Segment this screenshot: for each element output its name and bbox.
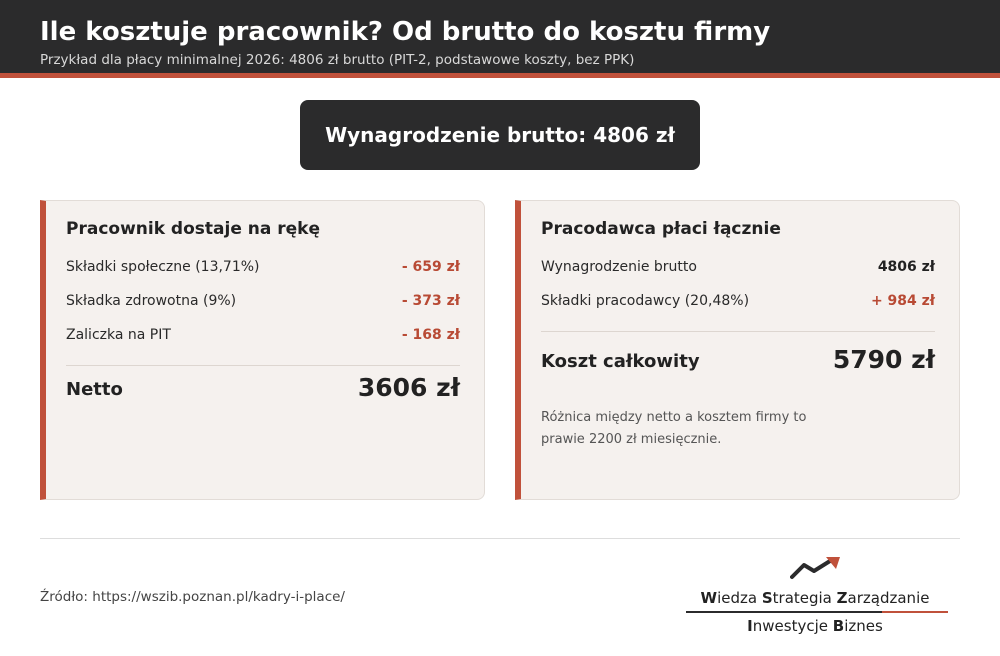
row-label: Zaliczka na PIT [66,327,171,343]
trend-up-arrow-icon [790,555,842,581]
logo-rule-dark [686,611,882,613]
net-total-label: Netto [66,379,123,400]
page-subtitle: Przykład dla płacy minimalnej 2026: 4806 zł brutto (PIT-2, podstawowe koszty, bez PPK) [40,52,635,68]
employer-row-contributions [541,291,935,311]
employer-row-gross [541,257,935,277]
source-text: Źródło: https://wszib.poznan.pl/kadry-i-place/ [40,589,345,605]
row-value: - 373 zł [401,293,460,309]
row-label: Składka zdrowotna (9%) [66,293,237,309]
employer-card [515,200,960,500]
row-label: Składki pracodawcy (20,48%) [541,293,750,309]
row-value: + 984 zł [870,293,935,309]
logo-text-line2: Inwestycje Biznes [747,617,883,635]
employee-card-title: Pracownik dostaje na rękę [66,219,321,239]
total-cost-value: 5790 zł [832,345,935,374]
divider [66,365,460,366]
page-title: Ile kosztuje pracownik? Od brutto do kosztu firmy [40,17,771,47]
gross-salary-label: Wynagrodzenie brutto: 4806 zł [325,123,675,147]
employee-card [40,200,485,500]
gross-salary-box [300,100,700,170]
row-label: Wynagrodzenie brutto [541,259,697,275]
company-logo [680,555,960,645]
header-bar [0,0,1000,78]
row-value: - 168 zł [401,327,460,343]
logo-rule-red [882,611,948,613]
employee-row-pit [66,325,460,345]
difference-note: Różnica między netto a kosztem firmy to prawie 2200 zł miesięcznie. [541,410,807,447]
footer-divider [40,538,960,539]
employee-row-social [66,257,460,277]
row-value: 4806 zł [877,259,935,275]
net-total-value: 3606 zł [357,373,460,402]
employer-card-title: Pracodawca płaci łącznie [541,219,781,239]
row-label: Składki społeczne (13,71%) [66,259,260,275]
logo-text-line1: Wiedza Strategia Zarządzanie [700,589,930,607]
total-cost-label: Koszt całkowity [541,351,700,372]
employee-row-health [66,291,460,311]
divider [541,331,935,332]
row-value: - 659 zł [401,259,460,275]
